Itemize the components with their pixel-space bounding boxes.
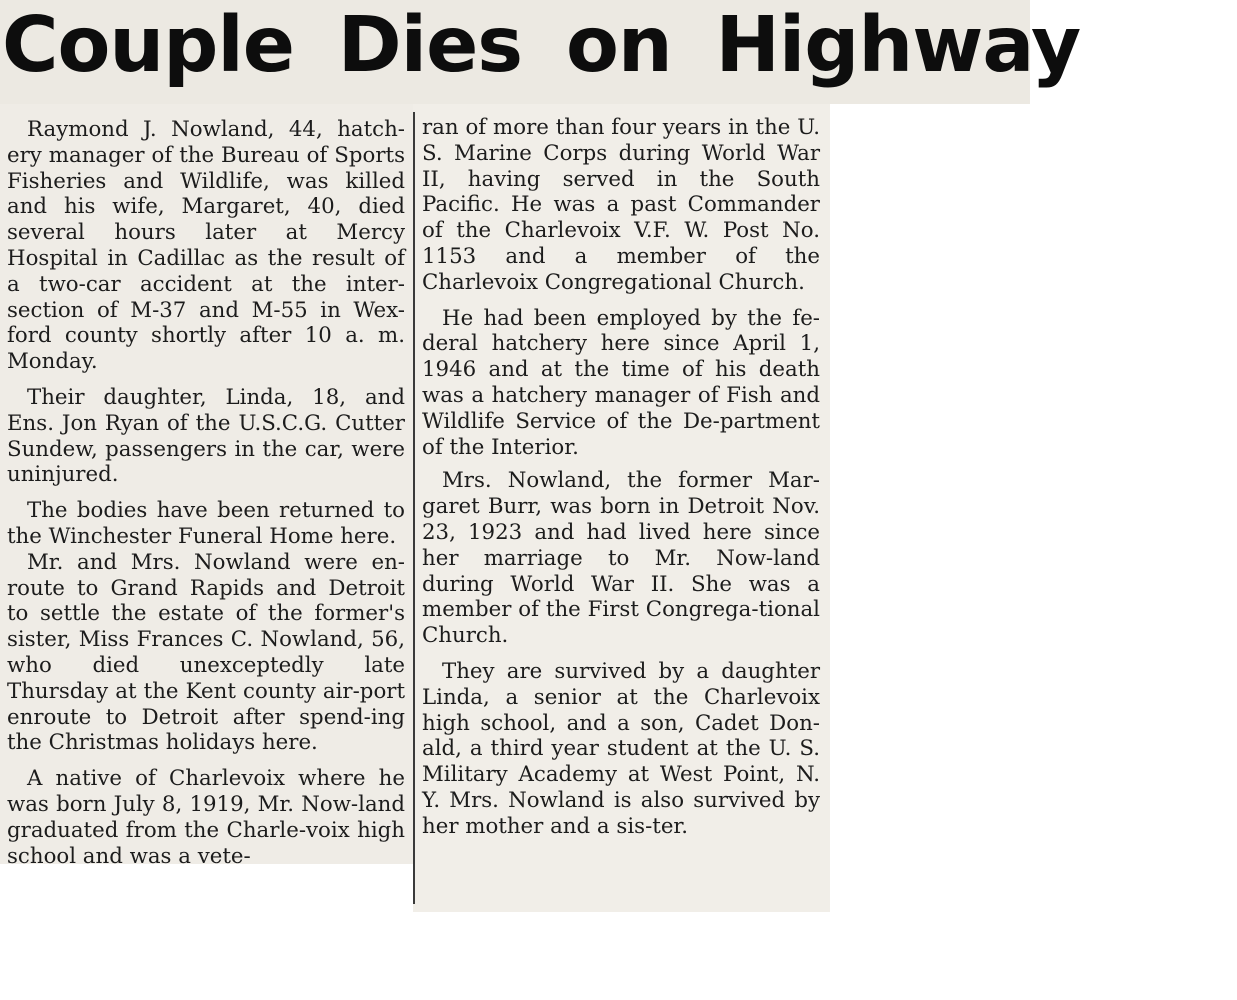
column-divider <box>413 112 415 904</box>
article-headline: Couple Dies on Highway <box>2 1 1081 90</box>
left-column <box>7 117 405 869</box>
article-paragraph: Mr. and Mrs. Nowland were en-route to Grand Rapids and Detroit to settle the estate of the former's sister, Miss Frances C. Nowland, 56, who died unexceptedly late Thursday at the Kent county air-port enroute to Detroit after spend-ing the Christmas holidays here. <box>7 549 405 756</box>
article-paragraph: Raymond J. Nowland, 44, hatch-ery manager of the Bureau of Sports Fisheries and Wildlife, was killed and his wife, Margaret, 40, died several hours later at Mercy Hospital in Cadillac as the result of a two-car accident at the inter-section of M-37 and M-55 in Wex-ford county shortly after 10 a. m. Monday. <box>7 117 405 375</box>
article-paragraph: Mrs. Nowland, the former Mar-garet Burr, was born in Detroit Nov. 23, 1923 and had lived here since her marriage to Mr. Now-land during World War II. She was a member of the First Congrega-tional Church. <box>422 468 820 649</box>
right-column <box>422 115 820 840</box>
article-paragraph: He had been employed by the fe-deral hatchery here since April 1, 1946 and at the time of his death was a hatchery manager of Fish and Wildlife Service of the De-partment of the Interior. <box>422 305 820 460</box>
article-paragraph: A native of Charlevoix where he was born July 8, 1919, Mr. Now-land graduated from the Charle-voix high school and was a vete- <box>7 766 405 869</box>
article-paragraph: The bodies have been returned to the Winchester Funeral Home here. <box>7 498 405 549</box>
article-paragraph: They are survived by a daughter Linda, a senior at the Charlevoix high school, and a son, Cadet Don-ald, a third year student at the U. S. Military Academy at West Point, N. Y. Mrs. Nowland is also survived by her mother and a sis-ter. <box>422 658 820 839</box>
article-paragraph: Their daughter, Linda, 18, and Ens. Jon Ryan of the U.S.C.G. Cutter Sundew, passengers in the car, were uninjured. <box>7 384 405 488</box>
article-paragraph: ran of more than four years in the U. S. Marine Corps during World War II, having served in the South Pacific. He was a past Commander of the Charlevoix V.F. W. Post No. 1153 and a member of the Charlevoix Congregational Church. <box>422 115 820 295</box>
